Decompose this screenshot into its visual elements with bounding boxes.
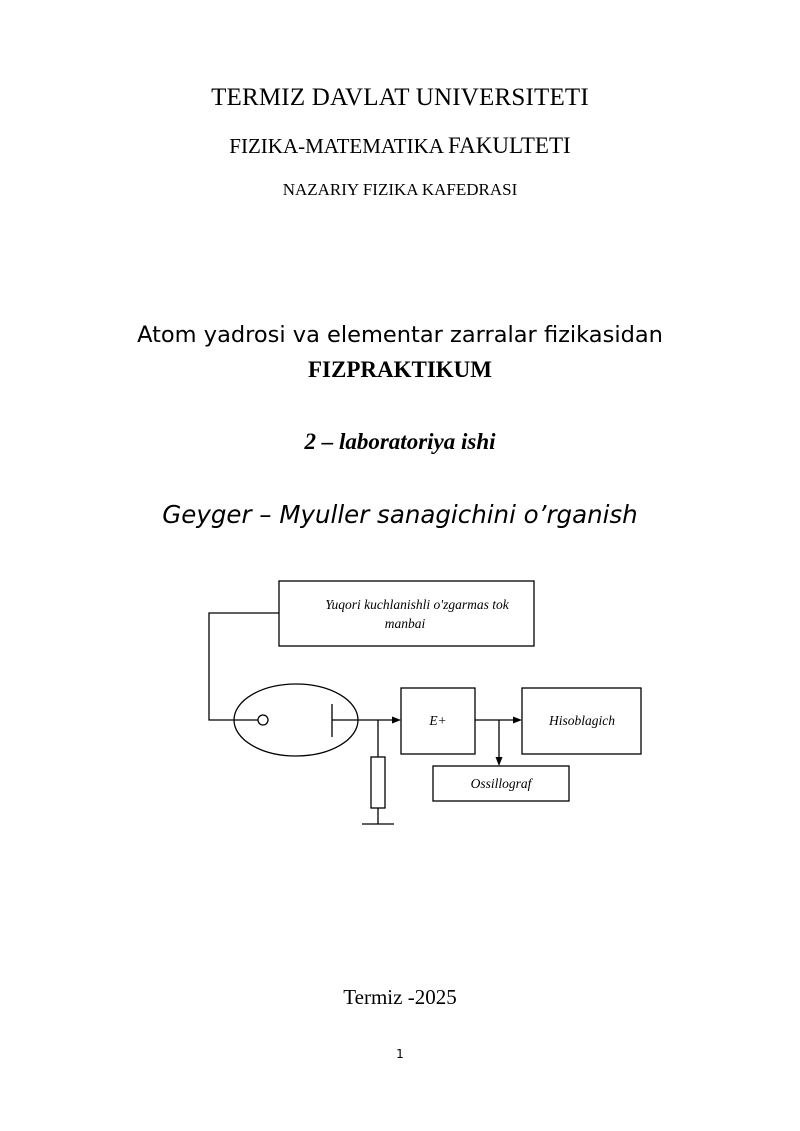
power-supply-label-line1: Yuqori kuchlanishli o'zgarmas tok xyxy=(325,597,509,612)
power-supply-label-line2: manbai xyxy=(384,616,426,631)
arrow-to-amplifier xyxy=(392,717,401,724)
amplifier-label: E+ xyxy=(429,713,447,728)
load-resistor xyxy=(371,757,385,808)
faculty-name-part1: FIZIKA-MATEMATIKA xyxy=(229,134,449,158)
page-number: 1 xyxy=(396,1047,404,1061)
tube-cathode xyxy=(258,715,268,725)
counter-label: Hisoblagich xyxy=(549,713,615,728)
faculty-name-part2: FAKULTETI xyxy=(448,133,571,158)
place-and-year: Termiz -2025 xyxy=(343,985,457,1009)
university-name: TERMIZ DAVLAT UNIVERSITETI xyxy=(211,84,589,111)
arrow-to-oscilloscope xyxy=(496,757,503,766)
oscilloscope-label: Ossillograf xyxy=(470,776,532,791)
department-name: NAZARIY FIZIKA KAFEDRASI xyxy=(282,180,518,199)
arrow-to-counter xyxy=(513,717,522,724)
power-supply-box xyxy=(279,581,534,646)
lab-number: 2 – laboratoriya ishi xyxy=(304,429,496,454)
subject-line: Atom yadrosi va elementar zarralar fizikasidan xyxy=(137,322,663,348)
lab-topic: Geyger – Myuller sanagichini o’rganish xyxy=(162,500,638,529)
main-title: FIZPRAKTIKUM xyxy=(308,357,492,382)
supply-wire xyxy=(209,613,279,720)
